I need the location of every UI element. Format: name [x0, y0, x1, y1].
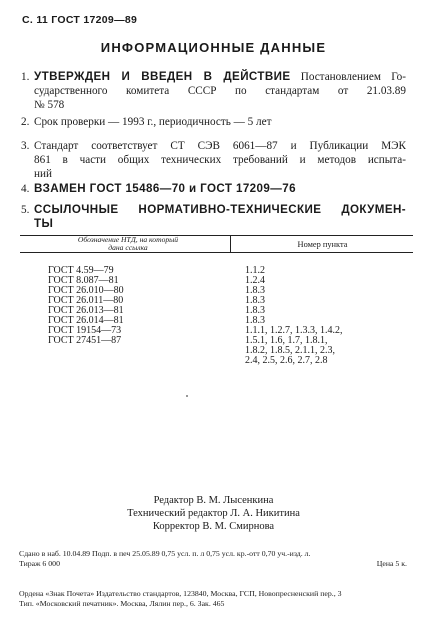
publisher-line: Ордена «Знак Почета» Издательство стандартов, 123840, Москва, ГСП, Новопресненский пер., 3 [19, 589, 342, 598]
table-cell: ГОСТ 26.014—81 [48, 315, 124, 326]
item-line: ТЫ [34, 217, 54, 230]
item-number: 1. [21, 71, 30, 83]
table-header-rule [20, 252, 413, 253]
table-column-clauses [245, 266, 343, 366]
tech-editor-credit: Технический редактор Л. А. Никитина [127, 508, 300, 519]
table-header-document [30, 236, 226, 252]
table-cell: 1.8.2, 1.8.5, 2.1.1, 2.3, [245, 345, 335, 356]
table-header-line: Обозначение НТД, на который [77, 235, 179, 244]
table-cell: ГОСТ 8.087—81 [48, 275, 119, 286]
imprint-line: Сдано в наб. 10.04.89 Подп. в печ 25.05.89 0,75 усл. п. л 0,75 усл. кр.-отт 0,70 уч.-изд. л. [19, 549, 311, 558]
item-caps: УТВЕРЖДЕН И ВВЕДЕН В ДЕЙСТВИЕ [34, 70, 291, 83]
price: Цена 5 к. [376, 559, 407, 568]
table-cell: 1.5.1, 1.6, 1.7, 1.8.1, [245, 335, 328, 346]
item-line: ний [34, 168, 52, 180]
print-speck [186, 395, 188, 397]
table-column-documents [48, 266, 124, 346]
item-line: Стандарт соответствует СТ СЭВ 6061—87 и Публикации МЭК [34, 140, 406, 152]
table-header-line: дана ссылка [108, 243, 148, 252]
imprint-line [19, 559, 409, 569]
printer-line: Тип. «Московский печатник». Москва, Лялин пер., 6. Зак. 465 [19, 599, 225, 608]
table-cell: ГОСТ 26.011—80 [48, 295, 124, 306]
table-cell: 1.1.1, 1.2.7, 1.3.3, 1.4.2, [245, 325, 343, 336]
item-line [34, 70, 406, 84]
print-run: Тираж 6 000 [19, 559, 60, 568]
item-text: Срок проверки — 1993 г., периодичность — 5 лет [34, 116, 272, 128]
table-cell: ГОСТ 27451—87 [48, 335, 122, 346]
table-header-clause: Номер пункта [297, 240, 348, 249]
section-title: ИНФОРМАЦИОННЫЕ ДАННЫЕ [100, 40, 327, 55]
item-line: ССЫЛОЧНЫЕ НОРМАТИВНО-ТЕХНИЧЕСКИЕ ДОКУМЕН- [34, 203, 406, 216]
table-cell: ГОСТ 4.59—79 [48, 265, 114, 276]
proofreader-credit: Корректор В. М. Смирнова [152, 521, 275, 532]
item-3 [21, 139, 406, 181]
table-column-divider [230, 235, 231, 252]
item-2 [21, 115, 406, 129]
table-cell: 1.8.3 [245, 315, 265, 326]
item-text: Постановлением Го- [300, 71, 406, 83]
page-header: С. 11 ГОСТ 17209—89 [22, 14, 138, 26]
item-line: 861 в части общих технических требований и методов испыта- [34, 154, 406, 166]
item-number: 4. [21, 183, 30, 195]
table-cell: 1.8.3 [245, 295, 265, 306]
table-cell: ГОСТ 19154—73 [48, 325, 122, 336]
table-cell: 2.4, 2.5, 2.6, 2.7, 2.8 [245, 355, 328, 366]
item-number: 2. [21, 116, 30, 128]
item-line: № 578 [34, 99, 65, 111]
editor-credit: Редактор В. М. Лысенкина [153, 495, 274, 506]
table-cell: 1.1.2 [245, 265, 265, 276]
table-cell: 1.2.4 [245, 275, 265, 286]
item-number: 5. [21, 204, 30, 216]
item-caps: ВЗАМЕН ГОСТ 15486—70 и ГОСТ 17209—76 [34, 182, 296, 195]
item-4 [21, 182, 406, 196]
item-number: 3. [21, 140, 30, 152]
item-5 [21, 203, 406, 231]
item-1 [21, 70, 406, 112]
table-cell: 1.8.3 [245, 305, 265, 316]
item-line: сударственного комитета СССР по стандартам от 21.03.89 [34, 85, 406, 97]
table-cell: 1.8.3 [245, 285, 265, 296]
table-cell: ГОСТ 26.010—80 [48, 285, 124, 296]
table-cell: ГОСТ 26.013—81 [48, 305, 124, 316]
